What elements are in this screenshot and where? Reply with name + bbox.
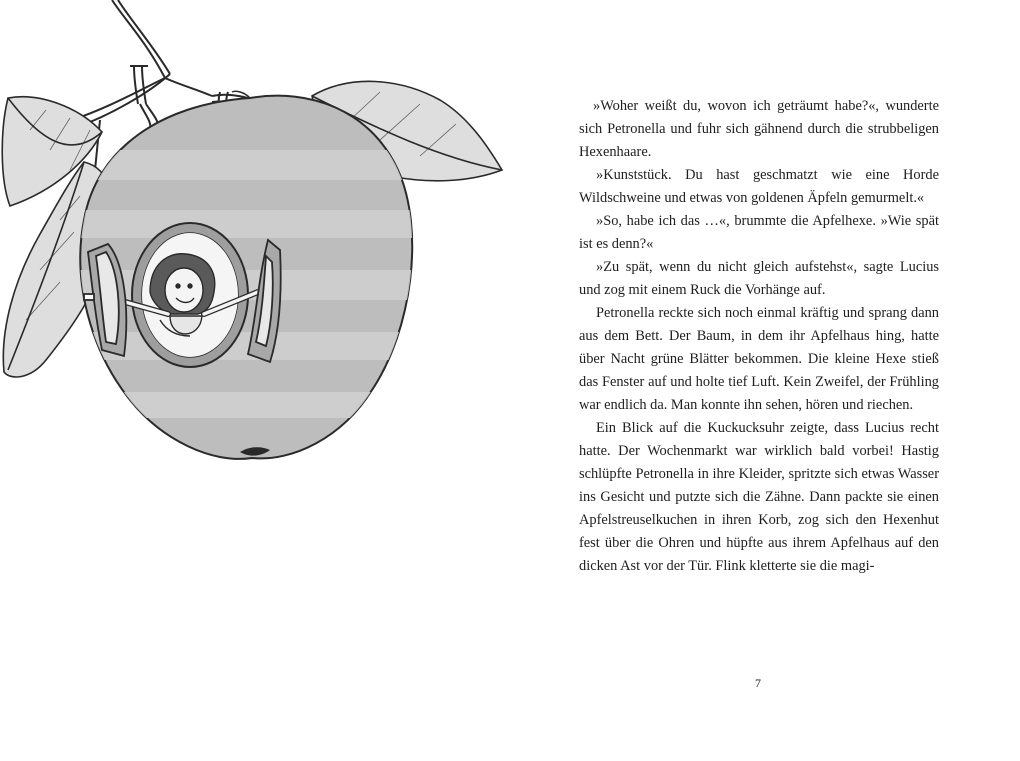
paragraph: »So, habe ich das …«, brummte die Apfelhexe. »Wie spät ist es denn?« (579, 213, 939, 252)
page-number: 7 (755, 676, 761, 690)
paragraph: »Zu spät, wenn du nicht gleich aufstehst«, sagte Lucius und zog mit einem Ruck die Vorhänge auf. (579, 259, 939, 298)
paragraph: Petronella reckte sich noch einmal kräftig und sprang dann aus dem Bett. Der Baum, in dem ihr Apfelhaus hing, hatte über Nacht grüne Blätter bekommen. Die kleine Hexe stieß das Fenster auf und holte tief Luft. Kein Zweifel, der Frühling war endlich da. Man konnte ihn sehen, hören und riechen. (579, 305, 939, 413)
paragraph: »Woher weißt du, wovon ich geträumt habe?«, wunderte sich Petronella und fuhr sich gähnend durch die strubbeligen Hexenhaare. (579, 98, 939, 160)
paragraph: »Kunststück. Du hast geschmatzt wie eine Horde Wildschweine und etwas von goldenen Äpfeln gemurmelt.« (579, 167, 939, 206)
apple-house-illustration (0, 0, 520, 480)
story-text (579, 95, 939, 578)
paragraph: Ein Blick auf die Kuckucksuhr zeigte, dass Lucius recht hatte. Der Wochenmarkt war wirklich bald vorbei! Hastig schlüpfte Petronella in ihre Kleider, spritzte sich etwas Wasser ins Gesicht und putzte sich die Zähne. Dann packte sie einen Apfelstreuselkuchen in ihren Korb, zog sich den Hexenhut fest über die Ohren und hüpfte aus ihrem Apfelhaus auf den dicken Ast vor der Tür. Flink kletterte sie die magi- (579, 420, 939, 574)
